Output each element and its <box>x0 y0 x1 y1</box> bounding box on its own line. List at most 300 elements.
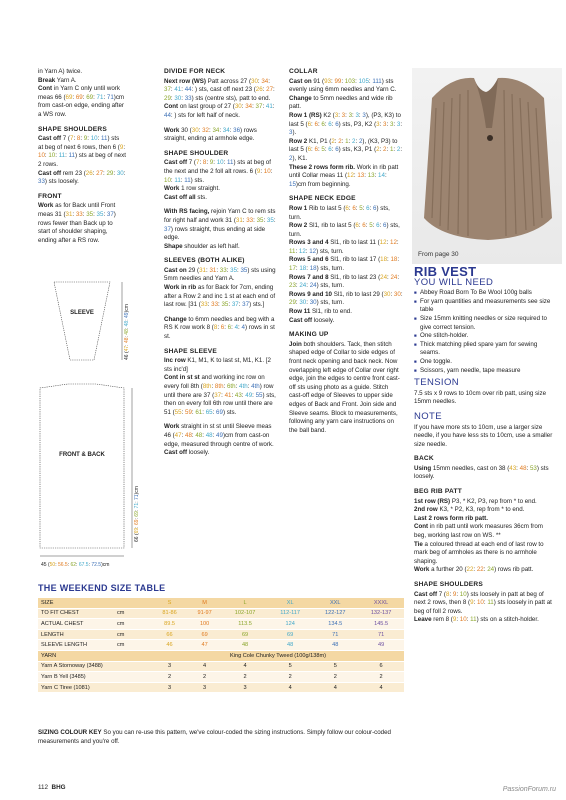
text-value: ) sts, turn. <box>316 282 345 290</box>
text-value: 6 <box>307 146 312 154</box>
garment-schematic <box>38 280 150 570</box>
text-value: Work in rib patt until Collar meas 11 ( <box>289 163 399 180</box>
text-value: 31 <box>235 216 243 224</box>
text-value: 27 <box>96 169 104 177</box>
text-value: 2 <box>383 146 387 154</box>
text-value: 69 <box>75 93 83 101</box>
text-value: 8th <box>214 383 224 390</box>
text-value: 31 <box>209 266 217 274</box>
table-row <box>38 629 404 640</box>
text-value: 30 <box>393 290 401 298</box>
text-value: 23 <box>289 282 296 290</box>
text-value: 13 <box>367 172 375 180</box>
toggle-icon <box>487 135 493 141</box>
text-value: Using <box>414 464 432 472</box>
text-value: 30 <box>191 126 199 134</box>
text-value: Sl1, rib to last 5 ( <box>307 222 356 230</box>
text-value: 2 <box>396 146 401 154</box>
text-value: 37 <box>106 210 114 218</box>
text-value: 2 <box>268 672 312 683</box>
text-value: 55 <box>174 408 182 416</box>
text-value: 33 <box>211 301 219 309</box>
text-value: 37 <box>214 391 222 399</box>
text-value: 56.5 <box>57 562 68 568</box>
text-value: 33 <box>219 266 227 274</box>
text-value: 6 <box>376 222 380 230</box>
table-cell: YARN <box>38 650 152 661</box>
text-value: straight in st st until Sleeve meas 46 ( <box>164 423 272 439</box>
text-value: 7 ( <box>437 590 446 598</box>
text-value: Cast on <box>289 77 312 85</box>
photo-caption: From page 30 <box>418 251 459 258</box>
text-value: 6 <box>314 120 318 128</box>
text-value: 1 <box>345 137 349 145</box>
text-value: 10 <box>476 599 484 607</box>
page-number: 112 <box>38 784 49 791</box>
text-value: Sl1, rib to end. <box>310 308 352 316</box>
sleeve-label: SLEEVE <box>70 310 94 316</box>
text-value: 3 <box>341 111 346 119</box>
beg-rib-heading: BEG RIB PATT <box>414 488 462 496</box>
text-value: 12 <box>347 172 354 180</box>
text-value: 24 <box>299 282 307 290</box>
text-value: 37 <box>255 103 263 111</box>
text-value: 18 <box>309 265 317 273</box>
list-item: ■ Abbey Road Born To Be Wool 100g balls <box>414 289 554 298</box>
text-value: 5 <box>369 222 373 230</box>
text-value: 47 <box>124 345 130 352</box>
text-value: 4 <box>234 324 239 332</box>
table-cell <box>114 598 152 608</box>
text-value: 44 <box>164 111 171 119</box>
width-dimension: 45 (50: 56.5: 62: 67.5: 72.5)cm <box>41 562 110 568</box>
text-value: Work <box>38 202 54 210</box>
text-value: a further 20 ( <box>429 566 467 574</box>
text-value: 7 ( <box>187 159 196 167</box>
text-value: 103 <box>344 77 356 85</box>
text-value: 91 ( <box>311 77 325 85</box>
column-1 <box>38 68 126 251</box>
list-item: ■ One toggle. <box>414 358 554 367</box>
text-value: )cm <box>124 304 130 313</box>
text-value: 4 <box>312 682 358 693</box>
text-value: 71 <box>106 93 114 101</box>
text-value: 6 <box>345 204 349 212</box>
text-value: 69 <box>134 527 140 534</box>
text-value: 2 <box>222 672 268 683</box>
text-value: 3 <box>362 111 366 119</box>
text-value: 45 ( <box>41 562 50 568</box>
front-heading: FRONT <box>38 192 62 200</box>
table-row-yarn-header <box>38 650 404 661</box>
text-value: 17 <box>289 265 296 273</box>
text-value: 34 <box>222 126 230 134</box>
text-value: 46 ( <box>124 351 130 360</box>
text-value: 29 <box>289 299 296 307</box>
text-value: Next row (WS) <box>164 77 206 85</box>
materials-list <box>414 289 554 375</box>
table-cell: cm <box>114 640 152 651</box>
text-value: ) sts. <box>222 408 237 416</box>
text-value: 34 <box>245 103 253 111</box>
text-value: 43 <box>234 391 242 399</box>
text-value: 37 <box>164 225 171 233</box>
text-value: 48 <box>124 337 130 344</box>
text-value: 112-117 <box>268 608 312 619</box>
text-value: 18 <box>390 256 398 264</box>
text-value: ) sts loosely. <box>414 464 549 481</box>
text-value: 22 <box>466 566 474 574</box>
text-value: to 6mm needles and beg with a RS K row work 8 ( <box>164 315 275 332</box>
text-value: 5 <box>359 204 363 212</box>
text-value: 30 <box>116 169 124 177</box>
text-value: 6 <box>335 146 339 154</box>
text-value: 8 <box>213 324 218 332</box>
text-value: ) rows fewer than Back up to start of shoulder shaping, ending after a RS row. <box>38 210 116 244</box>
text-value: )cm from cast-on edge, measured through centre of work. <box>164 431 274 448</box>
text-value: 7 ( <box>61 135 70 143</box>
text-value: Last 2 rows form rib patt. <box>414 514 488 522</box>
text-value: 91-97 <box>187 608 222 619</box>
text-value: 4th <box>239 383 248 390</box>
text-value: ) row until there are 37 ( <box>164 383 274 399</box>
paragraph: Work as for Back until Front meas 31 (31: 33: 35: 35: 37) rows fewer than Back up to start of shoulder shaping, ending after a RS row. <box>38 202 116 244</box>
text-value: Rows 5 and 6 <box>289 256 329 264</box>
text-value: Cast off <box>164 159 188 167</box>
text-value: 41 <box>174 86 182 94</box>
text-value: 3 <box>222 682 268 693</box>
table-cell: XXXL <box>358 598 404 608</box>
text-value: 3 <box>348 111 353 119</box>
text-value: 6 <box>328 146 332 154</box>
text-value: 10 <box>164 176 171 184</box>
text-value: 1st row (RS) <box>414 497 451 505</box>
text-value: 48 <box>185 431 192 439</box>
text-value: )cm from beginning. <box>295 180 351 188</box>
text-value: ) rows straight, ending at armhole edge. <box>164 126 257 143</box>
text-value: These 2 rows form rib. <box>289 163 356 171</box>
text-value: ), K1. <box>292 154 308 162</box>
text-value: 43 <box>509 464 517 472</box>
text-value: 49 <box>216 431 223 439</box>
paragraph: Cast on 29 (31: 31: 33: 35: 35) sts using 5mm needles and Yarn A. Work in rib as for Back for 7cm, ending after a Row 2 and inc 1 st at each end of last row. [31 (33: 33: 35: 37: 37) sts.] <box>164 266 276 309</box>
colour-key-title: SIZING COLOUR KEY <box>38 729 102 736</box>
text-value: Inc row <box>164 357 186 365</box>
watermark: PassionForum.ru <box>502 786 556 793</box>
front-back-shape <box>40 384 124 548</box>
text-value: 33 <box>200 301 208 309</box>
text-value: ) sts evenly using 6mm needles and Yarn C. <box>289 77 397 94</box>
column-3 <box>289 68 403 441</box>
paragraph: in Yarn A) twice. Break Yarn A. Cont in Yarn C only until work meas 66 (69: 69: 69: 71: 71)cm from cast-on edge, ending after a WS row. <box>38 68 125 118</box>
text-value: ) sts, then on every foll 6th row until there are 51 ( <box>164 391 276 416</box>
text-value: 72.5 <box>91 562 102 568</box>
text-value: 30 <box>174 94 182 102</box>
text-value: 145.5 <box>358 619 404 630</box>
text-value: 15 <box>289 180 296 188</box>
text-value: 1 row straight. <box>179 185 220 193</box>
paragraph: Next row (WS) Patt across 27 (30: 34: 37: 41: 44: ) sts, cast off next 23 (26: 27: 29: 30: 33) sts (centre sts), patt to end. Cont on last group of 27 (30: 34: 37: 41: 44: ) sts for left half of neck. <box>164 77 275 119</box>
text-value: ) sts, cast off next 23 ( <box>195 86 256 94</box>
text-value: 24 <box>309 282 317 290</box>
text-value: 36 <box>233 126 241 134</box>
text-value: Change <box>164 315 187 323</box>
text-value: 61 <box>195 408 203 416</box>
text-value: as for Back for 7cm, ending after a Row 2 and inc 1 st at each end of last row. [31 ( <box>164 284 276 309</box>
text-value: 37 <box>231 301 239 309</box>
text-value: 2 <box>187 672 222 683</box>
text-value: 11 <box>58 152 66 160</box>
text-value: 35 <box>221 301 229 309</box>
text-value: Work <box>414 566 430 574</box>
table-cell: King Cole Chunky Tweed (100g/138m) <box>152 650 404 661</box>
list-item: ■ Size 15mm knitting needles or size required to give correct tension. <box>414 315 554 332</box>
text-value: K1, M1, K to last st, M1, K1. [2 sts inc'd] <box>164 357 271 373</box>
column-4 <box>414 264 554 631</box>
text-value: 122-127 <box>312 608 358 619</box>
text-value: Work in rib <box>164 284 197 292</box>
text-value: Change <box>289 94 312 102</box>
text-value: )cm <box>134 486 140 495</box>
text-value: 6 <box>314 146 318 154</box>
page-footer <box>38 784 66 791</box>
text-value: loosely. <box>187 449 210 457</box>
text-value: ). <box>292 129 297 137</box>
text-value: 41 <box>224 391 232 399</box>
text-value: 102-107 <box>222 608 268 619</box>
text-value: 69 <box>134 511 140 517</box>
text-value: 67.5 <box>78 562 89 568</box>
text-value: 71 <box>96 93 104 101</box>
text-value: 8 <box>202 159 207 167</box>
text-value: 93 <box>324 77 331 85</box>
text-value: Work <box>164 185 180 193</box>
text-value: ) sts at beg of next 6 rows, then 6 ( <box>38 135 120 151</box>
text-value: 2 <box>152 672 187 683</box>
paragraph: Cast off 7 (8: 9: 10) sts loosely in patt at beg of next 2 rows, then 8 (9: 10: 11) sts loosely in patt at beg of foll 2 rows. Leave rem 8 (9: 10: 11) sts on a stitch-holder. <box>414 590 552 624</box>
body-dimension: 66 (69: 69: 69: 71: 71)cm <box>134 486 140 542</box>
paragraph: Work 30 (30: 32: 34: 34: 36) rows straight, ending at armhole edge. <box>164 126 257 143</box>
text-value: 4 <box>268 682 312 693</box>
text-value: 9 <box>470 599 474 607</box>
text-value: ) sts.] <box>249 301 265 309</box>
text-value: Yarn A. <box>55 76 77 84</box>
text-value: 29 <box>106 169 114 177</box>
text-value: 6 <box>227 324 232 332</box>
text-value: ) sts, P3, K2 ( <box>338 120 377 128</box>
sleeves-heading: SLEEVES (BOTH ALIKE) <box>164 257 245 265</box>
text-value: 9 <box>452 590 457 598</box>
table-row <box>38 672 404 683</box>
list-item: ■ For yarn quantities and measurements see size table <box>414 298 554 315</box>
text-value: ) rows rib patt. <box>494 566 534 574</box>
text-value: 71 <box>312 629 358 640</box>
table-row <box>38 682 404 693</box>
making-up-heading: MAKING UP <box>289 331 329 339</box>
text-value: 48 <box>195 431 203 439</box>
text-value: With RS facing, <box>164 208 210 216</box>
text-value: 41 <box>265 103 273 111</box>
text-value: 35 <box>96 210 104 218</box>
text-value: ) rows straight, thus ending at side edge. <box>164 225 266 242</box>
text-value: and working inc row on every foll 8th ( <box>164 374 265 390</box>
text-value: 111 <box>372 77 382 85</box>
text-value: ), (K3, P3) to last 5 ( <box>289 137 398 154</box>
text-value: ) sts loosely in patt at beg of next 2 rows, then 8 ( <box>414 590 544 607</box>
text-value: 35 <box>86 210 94 218</box>
table-header-row <box>38 598 404 608</box>
text-value: 24 <box>380 273 388 281</box>
text-value: 81-86 <box>152 608 187 619</box>
text-value: 7 <box>195 159 200 167</box>
text-value: 6 <box>358 661 404 672</box>
text-value: 12 <box>309 247 317 255</box>
text-value: 12 <box>390 239 397 247</box>
text-value: 9 <box>256 167 261 175</box>
text-value: Row 2 <box>289 222 308 230</box>
text-value: 4 <box>187 661 222 672</box>
text-value: 3 <box>355 111 359 119</box>
text-value: 10 <box>459 616 467 624</box>
text-value: 69 <box>187 629 222 640</box>
text-value: 69 <box>86 93 94 101</box>
text-value: 69 <box>222 629 268 640</box>
text-value: 6 <box>352 204 356 212</box>
paragraph: Cast off 7 (7: 8: 9: 10: 11) sts at beg of the next and the 2 foll alt rows. 6 (9: 10: 10: 11: 11) sts. Work 1 row straight. Cast off all sts. <box>164 159 273 201</box>
text-value: 24 <box>487 566 495 574</box>
back-heading: BACK <box>414 455 434 463</box>
text-value: 6 <box>335 120 339 128</box>
text-value: Cont in st st <box>164 374 200 382</box>
text-value: 69 <box>268 629 312 640</box>
text-value: in rib patt until work measures 36cm from beg, working last row on WS. ** <box>414 523 543 540</box>
text-value: ) sts (centre sts), patt to end. <box>191 94 271 102</box>
text-value: Rows 3 and 4 <box>289 239 329 247</box>
text-value: 48 <box>124 329 130 335</box>
text-value: Cont <box>164 103 179 111</box>
table-cell: XL <box>268 598 312 608</box>
text-value: shoulder as left half. <box>182 242 240 250</box>
paragraph: Cast on 91 (93: 99: 103: 105: 111) sts evenly using 6mm needles and Yarn C. Change to 5mm needles and wide rib patt. Row 1 (RS) K2 (3: 3: 3: 3: 3), (P3, K3) to last 5 (6: 6: 6: 6: 6) sts, P3, K2 (3: 3: 3: 3: 3). Row 2 K1, P1 (2: 2: 1: 2: 2), (K3, P3) to last 5 (6: 6: 5: 6: 6) sts, K3, P1 (2: 2: 1: 2: 2), K1. These 2 rows form rib. Work in rib patt until Collar meas 11 (12: 13: 13: 14: 15)cm from beginning. <box>289 77 403 188</box>
text-value: a coloured thread at each end of last row to mark beg of armholes as there is no armhole shaping. <box>414 540 544 565</box>
shape-shoulders-heading: SHAPE SHOULDERS <box>38 125 107 133</box>
text-value: 50 <box>49 562 56 568</box>
text-value: on last group of 27 ( <box>178 103 235 111</box>
text-value: ) sts, K3, P1 ( <box>338 146 377 154</box>
text-value: ) sts, turn. <box>316 265 345 273</box>
text-value: Row 11 <box>289 308 311 316</box>
text-value: 30 ( <box>179 126 192 134</box>
paragraph <box>289 341 403 436</box>
text-value: 35 <box>230 266 238 274</box>
text-value: 69 <box>65 93 73 101</box>
text-value: 100 <box>187 619 222 630</box>
text-value: Sl1, rib to last 17 ( <box>328 256 381 264</box>
text-value: 11 <box>227 159 234 167</box>
text-value: 11 <box>174 176 181 184</box>
table-cell: S <box>152 598 187 608</box>
text-value: 47 <box>174 431 182 439</box>
collar-heading: COLLAR <box>289 68 318 75</box>
text-value: 66 <box>152 629 187 640</box>
text-value: 7 <box>69 135 74 143</box>
text-value: 69 <box>134 519 140 526</box>
text-value: Shape <box>164 242 183 250</box>
text-value: ) sts at beg of the next and the 2 foll alt rows. 6 ( <box>164 159 271 175</box>
text-value: 3 <box>152 682 187 693</box>
text-value: 65 <box>205 408 213 416</box>
text-value: 5 <box>312 661 358 672</box>
text-value: ) rows in st st. <box>164 324 275 341</box>
paragraph: Cast off 7 (7: 8: 9: 10: 11) sts at beg of next 6 rows, then 6 (9: 10: 10: 11: 11) sts at beg of next 2 rows. Cast off rem 23 (26: 27: 29: 30: 33) sts loosely. <box>38 135 126 186</box>
text-value: 44 <box>184 86 192 94</box>
text-value: 3 <box>334 111 339 119</box>
text-value: 10 <box>459 590 467 598</box>
text-value: ) sts at beg of next 2 rows. <box>38 152 126 168</box>
text-value: 33 <box>246 216 254 224</box>
text-value: 2nd row <box>414 506 438 514</box>
text-value: 9 <box>119 143 124 151</box>
text-value: Work <box>164 126 180 134</box>
text-value: 4 <box>222 661 268 672</box>
text-value: 3 <box>289 129 293 137</box>
text-value: 55 <box>255 391 263 399</box>
table-row <box>38 661 404 672</box>
text-value: 3 <box>187 682 222 693</box>
text-value: 30 <box>309 299 317 307</box>
text-value: 37 <box>164 86 171 94</box>
tension-heading: TENSION <box>414 377 460 389</box>
text-value: K3, * P2, K3, rep from * to end. <box>437 506 525 514</box>
text-value: both shoulders. Tack, then stitch shaped edge of Collar to side edges of front neck opening and back neck. Now overlapping left edge of Collar over right edge, join the edges to centre front cast-off sts using photo as a guide. Stitch cast-off edge of Sleeves to upper side edges of Back and Front. Join side and Sleeve seams. Block to measurements, following any yarn care instructions on the ball band. <box>289 340 400 434</box>
text-value: rem 23 ( <box>61 169 86 177</box>
text-value: K1, P1 ( <box>307 137 332 145</box>
text-value: Tie <box>414 540 423 548</box>
text-value: in Yarn C only until work meas 66 ( <box>38 85 120 101</box>
paragraph: Row 1 Rib to last 5 (6: 6: 5: 6: 6) sts, turn. Row 2 Sl1, rib to last 5 (6: 6: 5: 6: 6) sts, turn. Rows 3 and 4 Sl1, rib to last 11 (12: 12: 11: 12: 12) sts, turn. Rows 5 and 6 Sl1, rib to last 17 (18: 18: 17: 18: 18) sts, turn. Rows 7 and 8 Sl1, rib to last 23 (24: 24: 23: 24: 24) sts, turn. Rows 9 and 10 Sl1, rib to last 29 (30: 30: 29: 30: 30) sts, turn. Row 11 Sl1, rib to end. Cast off loosely. <box>289 204 403 324</box>
shape-shoulder-heading: SHAPE SHOULDER <box>164 149 229 157</box>
text-value: as for Back until Front meas 31 ( <box>38 202 116 218</box>
text-value: 10 <box>216 159 224 167</box>
text-value: 49 <box>358 640 404 651</box>
text-value: 3 <box>396 120 401 128</box>
text-value: K2 ( <box>321 111 335 119</box>
text-value: 8 <box>76 135 81 143</box>
table-cell: LENGTH <box>38 629 114 640</box>
text-value: 11 <box>101 135 108 143</box>
text-value: 6 <box>321 120 325 128</box>
text-value: 9 <box>209 159 214 167</box>
text-value: 2 <box>376 146 380 154</box>
text-value: ) sts on a stitch-holder. <box>476 616 539 624</box>
text-value: 2 <box>338 137 342 145</box>
text-value: Patt across 27 ( <box>205 77 252 85</box>
pattern-title: RIB VEST <box>414 264 477 279</box>
shape-sleeve-heading: SHAPE SLEEVE <box>164 347 217 355</box>
text-value: 29 ( <box>186 266 200 274</box>
text-value: 30 <box>383 290 391 298</box>
text-value: Row 2 <box>289 137 308 145</box>
text-value: Sl1, rib to last 11 ( <box>328 239 380 247</box>
text-value: Row 1 (RS) <box>289 111 322 119</box>
paragraph: 7.5 sts x 9 rows to 10cm over rib patt, using size 15mm needles. <box>414 389 547 406</box>
table-row <box>38 619 404 630</box>
text-value: Cast off <box>38 169 62 177</box>
text-value: 134.5 <box>312 619 358 630</box>
text-value: rejoin Yarn C to rem sts for right half and work 31 ( <box>164 208 276 224</box>
text-value: Cast off <box>38 135 62 143</box>
text-value: loosely. <box>312 316 335 324</box>
